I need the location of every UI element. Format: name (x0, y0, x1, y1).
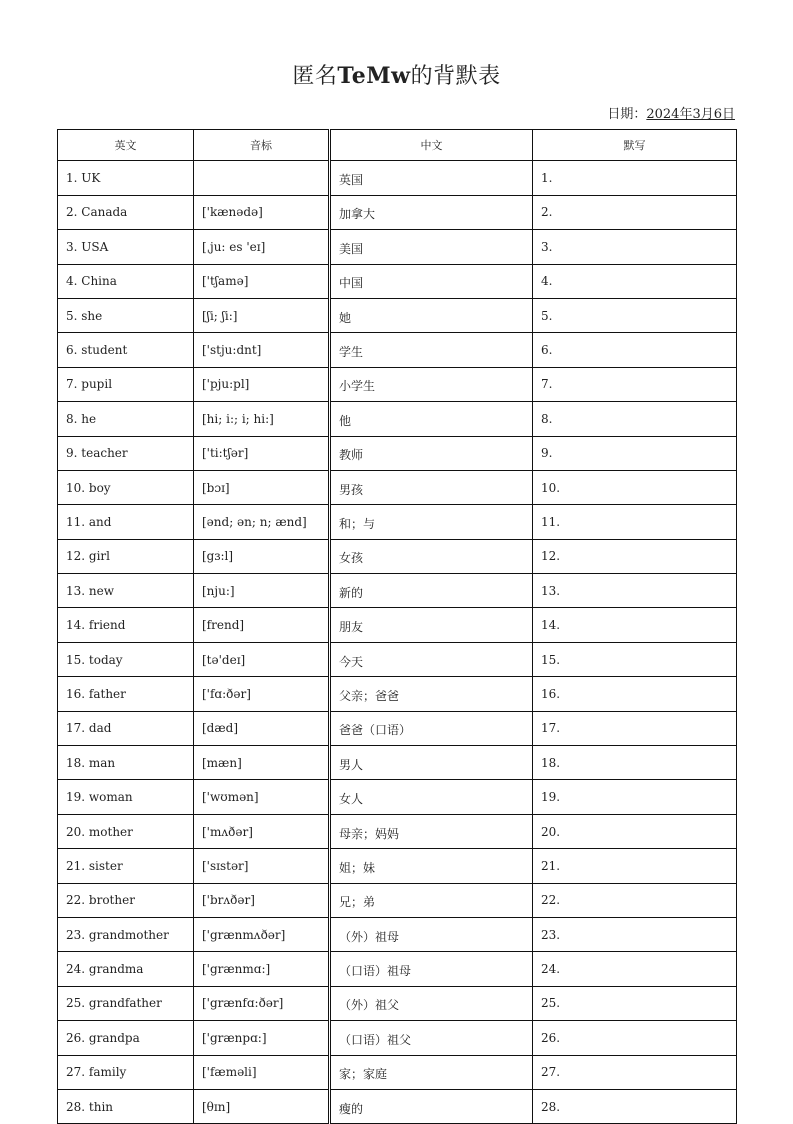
table-row (58, 264, 737, 298)
cell-chinese: 新的 (330, 574, 533, 608)
table-row (58, 642, 737, 676)
cell-chinese: 加拿大 (330, 195, 533, 229)
cell-chinese: 小学生 (330, 367, 533, 401)
cell-chinese: 教师 (330, 436, 533, 470)
date-label: 日期： (607, 107, 647, 122)
cell-english: 23. grandmother (58, 917, 194, 951)
table-row (58, 677, 737, 711)
date-value: 2024年3月6日 (646, 107, 735, 122)
cell-chinese: 父亲；爸爸 (330, 677, 533, 711)
cell-phonetic: ['grænmɑ:] (194, 952, 330, 986)
table-row (58, 505, 737, 539)
cell-dictation: 13. (533, 574, 737, 608)
table-row (58, 298, 737, 332)
cell-dictation: 28. (533, 1089, 737, 1123)
header-dictation: 默写 (533, 130, 737, 161)
cell-phonetic: [ʃi; ʃi:] (194, 298, 330, 332)
cell-phonetic: [dæd] (194, 711, 330, 745)
cell-dictation: 7. (533, 367, 737, 401)
table-row (58, 470, 737, 504)
cell-chinese: （口语）祖母 (330, 952, 533, 986)
title-prefix: 匿名 (292, 64, 338, 89)
cell-english: 20. mother (58, 814, 194, 848)
cell-phonetic: ['brʌðər] (194, 883, 330, 917)
cell-english: 4. China (58, 264, 194, 298)
title-suffix: 的背默表 (410, 64, 501, 89)
cell-english: 1. UK (58, 161, 194, 195)
cell-dictation: 23. (533, 917, 737, 951)
cell-phonetic: ['stju:dnt] (194, 333, 330, 367)
cell-english: 5. she (58, 298, 194, 332)
cell-chinese: 和；与 (330, 505, 533, 539)
cell-phonetic: [ənd; ən; n; ænd] (194, 505, 330, 539)
cell-phonetic: [gɜ:l] (194, 539, 330, 573)
cell-chinese: 女人 (330, 780, 533, 814)
cell-english: 10. boy (58, 470, 194, 504)
cell-phonetic: [θɪn] (194, 1089, 330, 1123)
table-row (58, 883, 737, 917)
cell-chinese: 朋友 (330, 608, 533, 642)
cell-dictation: 9. (533, 436, 737, 470)
cell-phonetic: ['mʌðər] (194, 814, 330, 848)
cell-phonetic: ['fɑ:ðər] (194, 677, 330, 711)
cell-dictation: 5. (533, 298, 737, 332)
cell-chinese: 爸爸（口语） (330, 711, 533, 745)
table-row (58, 780, 737, 814)
cell-dictation: 21. (533, 849, 737, 883)
cell-english: 17. dad (58, 711, 194, 745)
table-row (58, 1055, 737, 1089)
cell-chinese: 她 (330, 298, 533, 332)
cell-phonetic: ['grænpɑ:] (194, 1021, 330, 1055)
header-english: 英文 (58, 130, 194, 161)
cell-english: 24. grandma (58, 952, 194, 986)
header-phonetic: 音标 (194, 130, 330, 161)
cell-chinese: 他 (330, 402, 533, 436)
cell-english: 8. he (58, 402, 194, 436)
table-row (58, 436, 737, 470)
cell-phonetic: [tə'deɪ] (194, 642, 330, 676)
cell-english: 27. family (58, 1055, 194, 1089)
cell-dictation: 16. (533, 677, 737, 711)
cell-english: 28. thin (58, 1089, 194, 1123)
cell-phonetic: ['kænədə] (194, 195, 330, 229)
cell-chinese: 美国 (330, 230, 533, 264)
cell-chinese: （口语）祖父 (330, 1021, 533, 1055)
cell-english: 25. grandfather (58, 986, 194, 1020)
cell-english: 14. friend (58, 608, 194, 642)
cell-chinese: 男人 (330, 746, 533, 780)
cell-chinese: 女孩 (330, 539, 533, 573)
cell-english: 11. and (58, 505, 194, 539)
page-title (0, 58, 793, 95)
cell-english: 7. pupil (58, 367, 194, 401)
cell-dictation: 14. (533, 608, 737, 642)
cell-dictation: 11. (533, 505, 737, 539)
table-row (58, 608, 737, 642)
cell-chinese: （外）祖母 (330, 917, 533, 951)
cell-chinese: 英国 (330, 161, 533, 195)
cell-phonetic: [hi; i:; i; hi:] (194, 402, 330, 436)
vocabulary-table (57, 129, 737, 1124)
cell-dictation: 1. (533, 161, 737, 195)
cell-chinese: 家；家庭 (330, 1055, 533, 1089)
table-row (58, 849, 737, 883)
cell-phonetic (194, 161, 330, 195)
cell-chinese: 母亲；妈妈 (330, 814, 533, 848)
cell-phonetic: [nju:] (194, 574, 330, 608)
cell-chinese: 今天 (330, 642, 533, 676)
table-row (58, 952, 737, 986)
table-row (58, 333, 737, 367)
cell-phonetic: ['grænfɑ:ðər] (194, 986, 330, 1020)
cell-english: 3. USA (58, 230, 194, 264)
cell-dictation: 15. (533, 642, 737, 676)
table-row (58, 986, 737, 1020)
cell-dictation: 6. (533, 333, 737, 367)
cell-chinese: 中国 (330, 264, 533, 298)
cell-dictation: 8. (533, 402, 737, 436)
table-row (58, 1089, 737, 1123)
cell-english: 22. brother (58, 883, 194, 917)
cell-english: 13. new (58, 574, 194, 608)
cell-dictation: 2. (533, 195, 737, 229)
cell-english: 26. grandpa (58, 1021, 194, 1055)
cell-phonetic: ['fæməli] (194, 1055, 330, 1089)
cell-english: 9. teacher (58, 436, 194, 470)
cell-english: 21. sister (58, 849, 194, 883)
cell-english: 6. student (58, 333, 194, 367)
cell-dictation: 25. (533, 986, 737, 1020)
table-header-row (58, 130, 737, 161)
cell-phonetic: ['pju:pl] (194, 367, 330, 401)
cell-english: 18. man (58, 746, 194, 780)
table-row (58, 746, 737, 780)
cell-chinese: （外）祖父 (330, 986, 533, 1020)
header-chinese: 中文 (330, 130, 533, 161)
cell-chinese: 兄；弟 (330, 883, 533, 917)
table-row (58, 230, 737, 264)
cell-chinese: 姐；妹 (330, 849, 533, 883)
table-row (58, 195, 737, 229)
title-name: TeMw (337, 63, 411, 89)
cell-english: 16. father (58, 677, 194, 711)
table-row (58, 574, 737, 608)
cell-dictation: 24. (533, 952, 737, 986)
table-row (58, 161, 737, 195)
table-row (58, 402, 737, 436)
table-row (58, 711, 737, 745)
cell-dictation: 4. (533, 264, 737, 298)
table-row (58, 539, 737, 573)
cell-dictation: 10. (533, 470, 737, 504)
cell-chinese: 男孩 (330, 470, 533, 504)
cell-english: 2. Canada (58, 195, 194, 229)
cell-dictation: 17. (533, 711, 737, 745)
cell-dictation: 22. (533, 883, 737, 917)
cell-english: 15. today (58, 642, 194, 676)
cell-phonetic: [bɔɪ] (194, 470, 330, 504)
cell-dictation: 20. (533, 814, 737, 848)
table-row (58, 917, 737, 951)
cell-dictation: 26. (533, 1021, 737, 1055)
cell-dictation: 27. (533, 1055, 737, 1089)
cell-phonetic: [ˌju: es 'eɪ] (194, 230, 330, 264)
cell-phonetic: ['sɪstər] (194, 849, 330, 883)
cell-phonetic: ['wʊmən] (194, 780, 330, 814)
cell-chinese: 学生 (330, 333, 533, 367)
cell-dictation: 18. (533, 746, 737, 780)
cell-phonetic: ['ti:tʃər] (194, 436, 330, 470)
cell-english: 19. woman (58, 780, 194, 814)
cell-phonetic: [mæn] (194, 746, 330, 780)
table-body (58, 161, 737, 1124)
table-row (58, 367, 737, 401)
cell-dictation: 19. (533, 780, 737, 814)
cell-phonetic: ['tʃamə] (194, 264, 330, 298)
cell-dictation: 3. (533, 230, 737, 264)
cell-english: 12. girl (58, 539, 194, 573)
cell-phonetic: [frend] (194, 608, 330, 642)
cell-phonetic: ['grænmʌðər] (194, 917, 330, 951)
cell-dictation: 12. (533, 539, 737, 573)
table-row (58, 814, 737, 848)
table-row (58, 1021, 737, 1055)
date-line (607, 105, 735, 125)
cell-chinese: 瘦的 (330, 1089, 533, 1123)
